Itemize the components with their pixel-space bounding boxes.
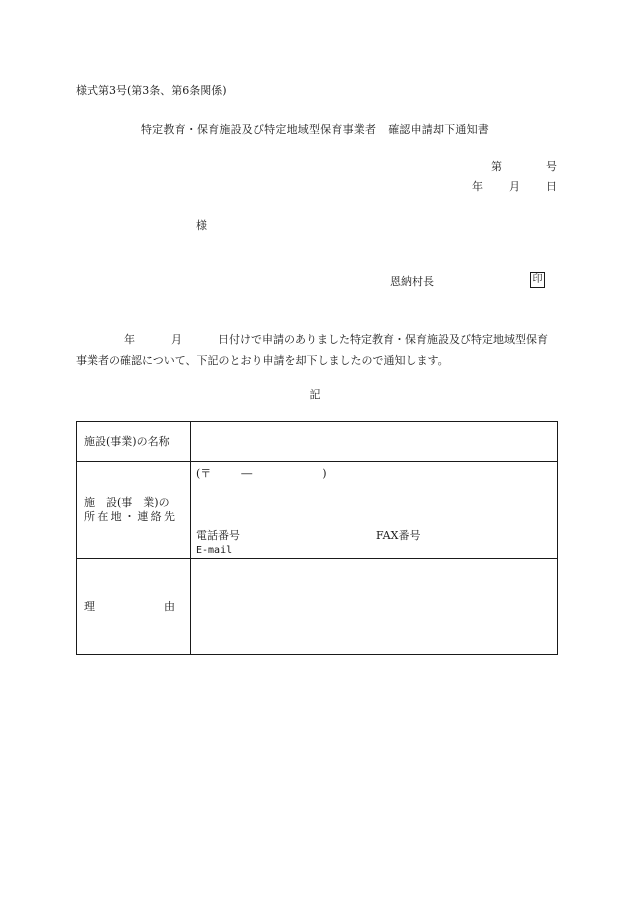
- form-number: 様式第3号(第3条、第6条関係): [76, 84, 227, 97]
- label-char: 所: [84, 510, 95, 523]
- sender-name: 恩納村長: [390, 275, 434, 288]
- body-text: 日付けで申請のありました特定教育・保育施設及び特定地域型保育事業者の確認について、下記のとおり申請を却下しましたので通知します。: [76, 333, 548, 367]
- label-char: 絡: [150, 510, 162, 523]
- date-year: 年: [472, 180, 483, 193]
- facility-name-label: 施設(事業)の名称: [77, 422, 191, 462]
- addressee: 様: [196, 219, 207, 232]
- label-char: 先: [163, 510, 175, 523]
- location-label: [77, 462, 191, 559]
- title-sub: 確認申請却下通知書: [388, 123, 489, 136]
- location-field[interactable]: [191, 462, 558, 559]
- zip-open: (〒: [196, 467, 212, 480]
- ki-heading: 記: [309, 388, 321, 401]
- body-month: 月: [171, 333, 182, 346]
- fax-label: FAX番号: [376, 529, 421, 542]
- reason-field[interactable]: [191, 559, 558, 655]
- reason-label: [77, 559, 191, 655]
- reason-label-text: [84, 600, 175, 614]
- date-day: 日: [546, 180, 557, 193]
- seal-mark: 印: [530, 272, 545, 288]
- notice-body: [76, 329, 556, 371]
- document-number: [491, 160, 557, 174]
- tel-label: 電話番号: [196, 529, 240, 542]
- label-char: 在: [97, 510, 109, 523]
- label-char: 連: [137, 510, 149, 523]
- title-main: 特定教育・保育施設及び特定地域型保育事業者: [140, 123, 377, 136]
- body-year: 年: [124, 333, 135, 346]
- label-char: ・: [123, 510, 135, 523]
- label-char: 由: [164, 599, 175, 613]
- page-title: [0, 123, 630, 137]
- label-char: 地: [110, 510, 122, 523]
- zip-close: ): [322, 467, 327, 480]
- table-row: [77, 462, 558, 559]
- doc-number-suffix: 号: [546, 160, 557, 173]
- facility-name-field[interactable]: [191, 422, 558, 462]
- label-char: 理: [84, 599, 95, 613]
- location-label-line1: 施 設(事 業)の: [84, 496, 170, 509]
- date-month: 月: [509, 180, 520, 193]
- location-label-line2: [84, 510, 175, 524]
- table-row: [77, 559, 558, 655]
- doc-number-prefix: 第: [491, 160, 502, 173]
- zip-dash: ―: [241, 467, 253, 480]
- details-table: [76, 421, 558, 655]
- postal-code: [196, 467, 327, 481]
- issue-date: [472, 180, 557, 194]
- table-row: [77, 422, 558, 462]
- email-label: E-mail: [196, 545, 233, 556]
